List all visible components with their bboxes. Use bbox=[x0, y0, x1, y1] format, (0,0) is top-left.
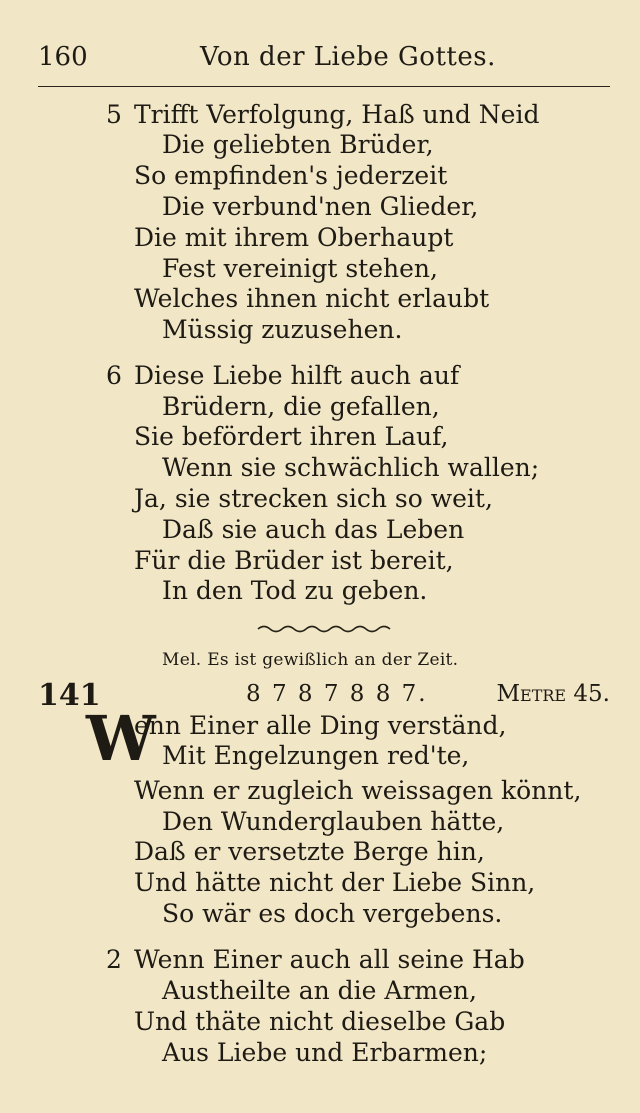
verse-line: Wenn sie schwächlich wallen; bbox=[162, 453, 540, 482]
meter-numbers: 8 7 8 7 8 8 7. bbox=[246, 681, 428, 707]
verse-line: Für die Brüder ist bereit, bbox=[134, 546, 454, 575]
verse-line: Daß er versetzte Berge hin, bbox=[134, 837, 485, 866]
verse-number: 5 bbox=[106, 100, 122, 129]
verse-line: Die verbund'nen Glieder, bbox=[162, 192, 479, 221]
verse-line: Die mit ihrem Oberhaupt bbox=[134, 223, 454, 252]
verse-line: Brüdern, die gefallen, bbox=[162, 392, 440, 421]
verse-line: Wenn er zugleich weissagen könnt, bbox=[134, 776, 582, 805]
ornament-divider bbox=[256, 622, 392, 636]
verse-line: enn Einer alle Ding verständ, bbox=[134, 711, 507, 740]
page-header bbox=[38, 42, 610, 78]
verse-line: Sie befördert ihren Lauf, bbox=[134, 422, 449, 451]
verse-line: Und hätte nicht der Liebe Sinn, bbox=[134, 868, 536, 897]
verse-line: Wenn Einer auch all seine Hab bbox=[134, 945, 525, 974]
verse-line: Welches ihnen nicht erlaubt bbox=[134, 284, 490, 313]
verse-line: Und thäte nicht dieselbe Gab bbox=[134, 1007, 506, 1036]
verse-line: Mit Engelzungen red'te, bbox=[162, 741, 470, 770]
verse-number: 6 bbox=[106, 361, 122, 390]
verse-line: Müssig zuzusehen. bbox=[162, 315, 403, 344]
verse-number: 2 bbox=[106, 945, 122, 974]
verse-line: Trifft Verfolgung, Haß und Neid bbox=[134, 100, 540, 129]
header-rule bbox=[38, 86, 610, 87]
verse-line: So empfinden's jederzeit bbox=[134, 161, 448, 190]
verse-line: Ja, sie strecken sich so weit, bbox=[134, 484, 493, 513]
verse-line: Den Wunderglauben hätte, bbox=[162, 807, 505, 836]
running-title: Von der Liebe Gottes. bbox=[200, 42, 496, 72]
verse-line: So wär es doch vergebens. bbox=[162, 899, 503, 928]
verse-line: In den Tod zu geben. bbox=[162, 576, 428, 605]
metre-label: Metre 45. bbox=[496, 681, 610, 707]
verse-line: Daß sie auch das Leben bbox=[162, 515, 465, 544]
verse-line: Austheilte an die Armen, bbox=[162, 976, 477, 1005]
verse-line: Aus Liebe und Erbarmen; bbox=[162, 1038, 488, 1067]
verse-line: Fest vereinigt stehen, bbox=[162, 254, 438, 283]
page-number: 160 bbox=[38, 42, 88, 72]
melody-line: Mel. Es ist gewißlich an der Zeit. bbox=[162, 650, 459, 670]
hymn-number: 141 bbox=[38, 678, 101, 713]
verse-line: Diese Liebe hilft auch auf bbox=[134, 361, 460, 390]
drop-cap: W bbox=[86, 702, 156, 775]
verse-line: Die geliebten Brüder, bbox=[162, 130, 434, 159]
